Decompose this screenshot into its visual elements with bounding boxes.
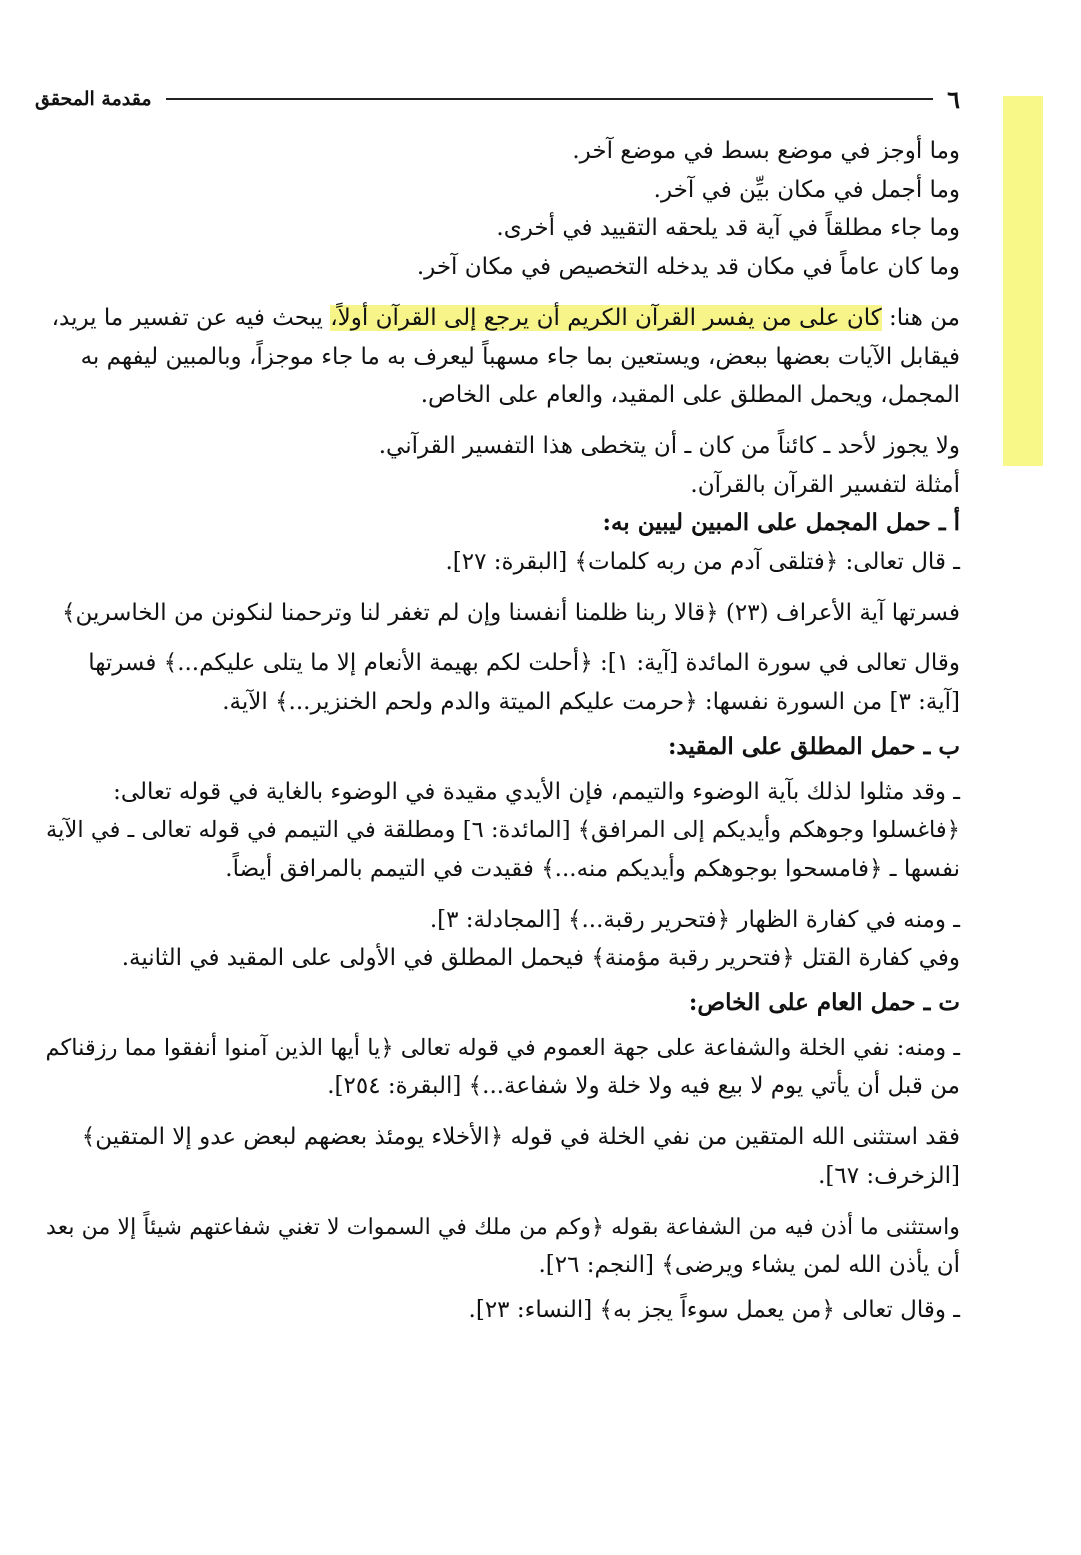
body-line: نفسها ـ ﴿فامسحوا بوجوهكم وأيديكم منه...﴾ فقيدت في التيمم بالمرافق أيضاً. [225, 855, 960, 882]
body-line: المجمل، ويحمل المطلق على المقيد، والعام على الخاص. [420, 382, 960, 409]
line-suffix: يبحث فيه عن تفسير ما يريد، [51, 304, 331, 331]
section-heading: أ ـ حمل المجمل على المبين ليبين به: [602, 509, 960, 537]
body-line: فيقابل الآيات بعضها ببعض، ويستعين بما جاء مسهباً ليعرف به ما جاء موجزاً، وبالمبين ليفهم به [80, 343, 960, 370]
body-line: [آية: ٣] من السورة نفسها: ﴿حرمت عليكم الميتة والدم ولحم الخنزير...﴾ الآية. [222, 689, 960, 716]
page-body [36, 132, 960, 1330]
header-title: مقدمة المحقق [35, 88, 152, 110]
body-line: ـ ومنه في كفارة الظهار ﴿فتحرير رقبة...﴾ [المجادلة: ٣]. [429, 906, 960, 933]
body-line: ـ وقال تعالى ﴿من يعمل سوءاً يجز به﴾ [النساء: ٢٣]. [468, 1296, 960, 1323]
body-line: وما كان عاماً في مكان قد يدخله التخصيص في مكان آخر. [416, 254, 960, 281]
page-header [35, 84, 960, 114]
body-line: ـ قال تعالى: ﴿فتلقى آدم من ربه كلمات﴾ [البقرة: ٢٧]. [445, 549, 960, 576]
highlighted-text: كان على من يفسر القرآن الكريم أن يرجع إلى القرآن أولاً، [330, 304, 882, 331]
body-line: واستثنى ما أذن فيه من الشفاعة بقوله ﴿وكم من ملك في السموات لا تغني شفاعتهم شيئاً إلا من بعد [46, 1213, 960, 1240]
body-line: ﴿فاغسلوا وجوهكم وأيديكم إلى المرافق﴾ [المائدة: ٦] ومطلقة في التيمم في قوله تعالى ـ في الآية [46, 817, 960, 844]
section-heading: ب ـ حمل المطلق على المقيد: [667, 732, 960, 760]
highlighter-mark [1003, 96, 1043, 466]
header-rule [166, 98, 934, 100]
body-line: ـ ومنه: نفي الخلة والشفاعة على جهة العموم في قوله تعالى ﴿يا أيها الذين آمنوا أنفقوا مما رزقناكم [45, 1034, 960, 1061]
body-line: وما أوجز في موضع بسط في موضع آخر. [572, 138, 960, 164]
page-number: ٦ [947, 84, 960, 114]
body-line: أمثلة لتفسير القرآن بالقرآن. [690, 471, 960, 498]
body-line: فسرتها آية الأعراف (٢٣) ﴿قالا ربنا ظلمنا أنفسنا وإن لم تغفر لنا وترحمنا لنكونن من الخاسرين﴾ [62, 599, 960, 626]
body-line: وقال تعالى في سورة المائدة [آية: ١]: ﴿أحلت لكم بهيمة الأنعام إلا ما يتلى عليكم...﴾ فسرتها [88, 650, 960, 677]
body-line: [الزخرف: ٦٧]. [818, 1162, 960, 1189]
body-line: وما جاء مطلقاً في آية قد يلحقه التقييد في أخرى. [496, 215, 960, 242]
section-heading: ت ـ حمل العام على الخاص: [688, 989, 960, 1017]
body-line: فقد استثنى الله المتقين من نفي الخلة في قوله ﴿الأخلاء يومئذ بعضهم لبعض عدو إلا المتقين﴾ [81, 1124, 960, 1151]
body-line: أن يأذن الله لمن يشاء ويرضى﴾ [النجم: ٢٦]. [538, 1252, 960, 1279]
body-line: ولا يجوز لأحد ـ كائناً من كان ـ أن يتخطى هذا التفسير القرآني. [378, 432, 960, 459]
body-line-highlighted [36, 299, 960, 338]
line-prefix: من هنا: [881, 304, 960, 331]
body-line: ـ وقد مثلوا لذلك بآية الوضوء والتيمم، فإن الأيدي مقيدة في الوضوء بالغاية في قوله تعالى: [113, 778, 960, 805]
body-line: من قبل أن يأتي يوم لا بيع فيه ولا خلة ولا شفاعة...﴾ [البقرة: ٢٥٤]. [327, 1073, 960, 1100]
body-line: وما أجمل في مكان بيِّن في آخر. [653, 176, 960, 203]
body-line: وفي كفارة القتل ﴿فتحرير رقبة مؤمنة﴾ فيحمل المطلق في الأولى على المقيد في الثانية. [121, 945, 960, 972]
